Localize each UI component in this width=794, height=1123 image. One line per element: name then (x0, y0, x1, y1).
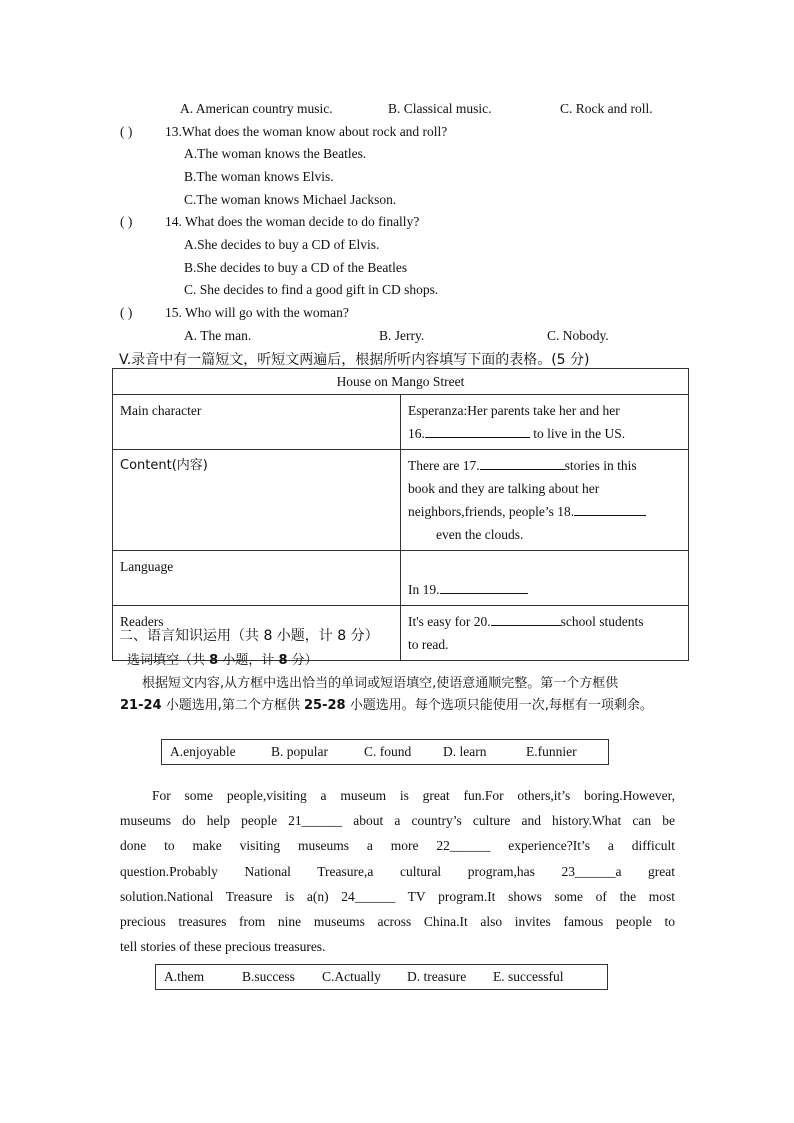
blank-17[interactable] (480, 455, 565, 470)
q15-option-b: B. Jerry. (379, 328, 425, 343)
part-two-title: 二、语言知识运用（共 8 小题，计 8 分） (119, 628, 379, 644)
box1-option-b: B. popular (271, 744, 328, 759)
q14-answer-paren[interactable]: ( ) (120, 214, 133, 229)
table-row (113, 450, 689, 551)
row-label-main-character: Main character (113, 395, 401, 450)
instructions-line1: 根据短文内容,从方框中选出恰当的单词或短语填空,使语意通顺完整。第一个方框供 (142, 676, 619, 691)
passage-line: done to make visiting museums a more 22______ experience?It’s a difficult (120, 838, 675, 854)
q15-option-c: C. Nobody. (547, 328, 609, 343)
q13-option-c: C.The woman knows Michael Jackson. (184, 192, 397, 207)
row-content-readers: It's easy for 20. school students to read. (401, 606, 689, 661)
box1-option-c: C. found (364, 744, 412, 759)
row-label-readers: Readers (113, 606, 401, 661)
box2-option-e: E. successful (493, 969, 564, 984)
q13-answer-paren[interactable]: ( ) (120, 124, 133, 139)
q14-option-c: C. She decides to find a good gift in CD shops. (184, 282, 439, 297)
instructions-line2: 21-24 小题选用,第二个方框供 25-28 小题选用。每个选项只能使用一次,每框有一项剩余。 (120, 698, 653, 713)
box2-option-a: A.them (164, 969, 205, 984)
q12-option-a: A. American country music. (180, 101, 333, 116)
q14-option-a: A.She decides to buy a CD of Elvis. (184, 237, 380, 252)
q15-option-a: A. The man. (184, 328, 252, 343)
section-v-title: V.录音中有一篇短文，听短文两遍后，根据所听内容填写下面的表格。(5 分) (119, 352, 590, 368)
passage-line: tell stories of these precious treasures. (120, 939, 326, 955)
word-box-1 (161, 739, 609, 765)
blank-16[interactable] (425, 423, 530, 438)
blank-19[interactable] (440, 579, 528, 594)
listening-table (112, 368, 689, 661)
table-row (113, 395, 689, 450)
cloze-passage (120, 783, 675, 959)
q13-question: 13.What does the woman know about rock and roll? (165, 124, 448, 139)
box1-option-a: A.enjoyable (170, 744, 236, 759)
row-label-language: Language (113, 551, 401, 606)
blank-18[interactable] (574, 501, 646, 516)
passage-line: museums do help people 21______ about a country’s culture and history.What can be (120, 813, 675, 829)
table-title: House on Mango Street (113, 369, 689, 395)
cloze-title: 选词填空（共 8 小题，计 8 分） (127, 653, 318, 668)
word-box-2 (155, 964, 608, 990)
row-content-content: There are 17. stories in this book and they are talking about her neighbors,friends, people’s 18. even the clouds. (401, 450, 689, 551)
q12-option-c: C. Rock and roll. (560, 101, 653, 116)
passage-line: For some people,visiting a museum is great fun.For others,it’s boring.However, (152, 788, 675, 803)
passage-line: solution.National Treasure is a(n) 24______ TV program.It shows some of the most (120, 888, 675, 904)
q14-question: 14. What does the woman decide to do finally? (165, 214, 420, 229)
box1-option-e: E.funnier (526, 744, 577, 759)
passage-line: question.Probably National Treasure,a cultural program,has 23______a great (120, 863, 675, 879)
box2-option-c: C.Actually (322, 969, 381, 984)
row-content-main-character: Esperanza:Her parents take her and her 16. to live in the US. (401, 395, 689, 450)
blank-20[interactable] (491, 611, 561, 626)
q13-option-b: B.The woman knows Elvis. (184, 169, 334, 184)
q15-question: 15. Who will go with the woman? (165, 305, 349, 320)
passage-line: precious treasures from nine museums across China.It also invites famous people to (120, 913, 675, 929)
row-label-content: Content(内容) (113, 450, 401, 551)
row-content-language: In 19. (401, 551, 689, 606)
box2-option-d: D. treasure (407, 969, 467, 984)
q15-answer-paren[interactable]: ( ) (120, 305, 133, 320)
box2-option-b: B.success (242, 969, 295, 984)
q14-option-b: B.She decides to buy a CD of the Beatles (184, 260, 408, 275)
q13-option-a: A.The woman knows the Beatles. (184, 146, 367, 161)
box1-option-d: D. learn (443, 744, 487, 759)
q12-option-b: B. Classical music. (388, 101, 492, 116)
table-row (113, 551, 689, 606)
